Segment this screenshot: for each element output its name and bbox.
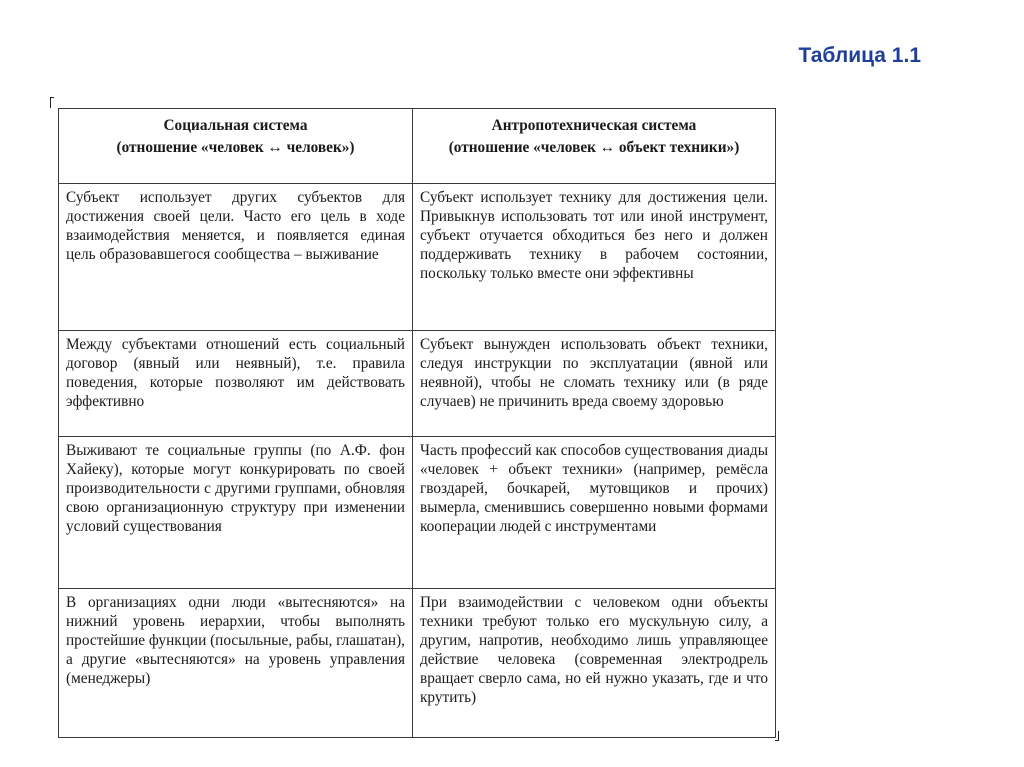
table-cell-anthropotechnical: Субъект использует технику для достижения цели. Привыкнув использовать тот или иной инструмент, субъект отучается обходиться без него и должен поддерживать технику в рабочем состоянии, поскольку только вместе они эффективны xyxy=(413,184,776,331)
table-cell-social: Выживают те социальные группы (по А.Ф. фон Хайеку), которые могут конкурировать по своей производительности с другими группами, обновляя свою организационную структуру при изменении условий существования xyxy=(59,437,413,589)
table-row xyxy=(59,184,776,331)
column-header-social xyxy=(59,109,413,184)
table-row xyxy=(59,589,776,738)
column-header-anthropotechnical xyxy=(413,109,776,184)
column-title: Антропотехническая система xyxy=(491,117,697,134)
table-cell-anthropotechnical: Часть профессий как способов существования диады «человек + объект техники» (например, ремёсла гвоздарей, бочкарей, мутовщиков и прочих) вымерла, сменившись совершенно новыми формами кооперации людей с инструментами xyxy=(413,437,776,589)
slide-title: Таблица 1.1 xyxy=(798,44,921,67)
table-row xyxy=(59,437,776,589)
corner-mark-top-left xyxy=(50,97,54,108)
table-cell-social: Между субъектами отношений есть социальный договор (явный или неявный), т.е. правила поведения, которые позволяют им действовать эффективно xyxy=(59,331,413,437)
table-cell-anthropotechnical: Субъект вынужден использовать объект техники, следуя инструкции по эксплуатации (явной или неявной), чтобы не сломать технику или (в ряде случаев) не причинить вреда своему здоровью xyxy=(413,331,776,437)
comparison-table xyxy=(58,108,776,738)
column-title: Социальная система xyxy=(163,117,308,134)
table-header-row xyxy=(59,109,776,184)
table-cell-anthropotechnical: При взаимодействии с человеком одни объекты техники требуют только его мускульную силу, а другим, напротив, необходимо лишь управляющее действие человека (современная электродрель вращает сверло сама, но ей нужно указать, где и что крутить) xyxy=(413,589,776,738)
table-row xyxy=(59,331,776,437)
column-subtitle: (отношение «человек ↔ объект техники») xyxy=(448,139,740,156)
table-cell-social: Субъект использует других субъектов для достижения своей цели. Часто его цель в ходе взаимодействия меняется, и появляется единая цель образовавшегося сообщества – выживание xyxy=(59,184,413,331)
column-subtitle: (отношение «человек ↔ человек») xyxy=(116,139,355,156)
table-cell-social: В организациях одни люди «вытесняются» на нижний уровень иерархии, чтобы выполнять простейшие функции (посыльные, рабы, глашатан), а другие «вытесняются» на уровень управления (менеджеры) xyxy=(59,589,413,738)
